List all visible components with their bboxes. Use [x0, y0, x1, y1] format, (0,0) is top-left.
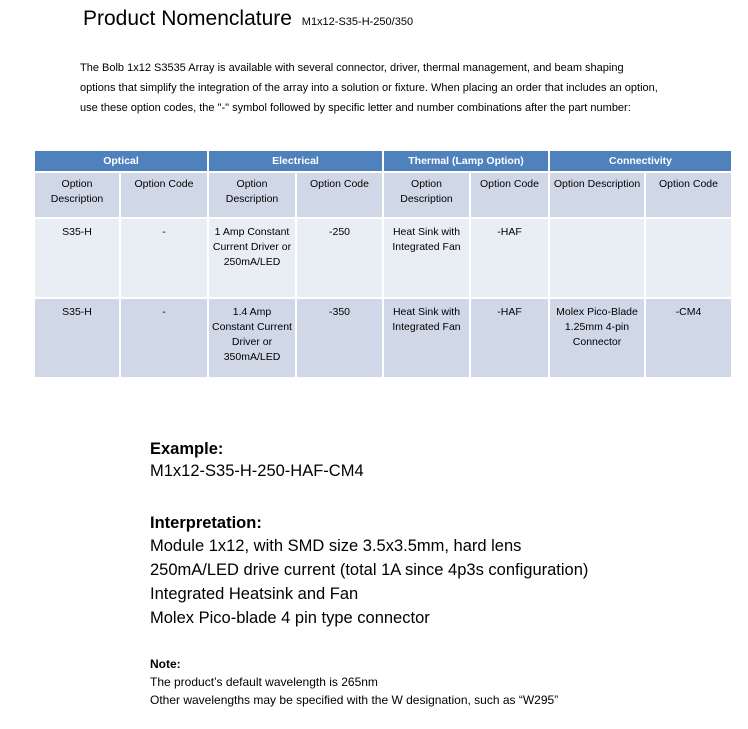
table-cell: S35-H — [34, 218, 120, 298]
title-main: Product Nomenclature — [83, 7, 292, 30]
table-cell: -HAF — [470, 298, 549, 378]
subheader-cell: Option Code — [470, 172, 549, 218]
interpretation-line: Molex Pico-blade 4 pin type connector — [150, 609, 430, 627]
subheader-cell: Option Code — [296, 172, 383, 218]
subheader-cell: Option Code — [645, 172, 732, 218]
interpretation-line: Integrated Heatsink and Fan — [150, 585, 359, 603]
note-heading: Note: — [150, 657, 181, 671]
page-title — [83, 6, 413, 35]
example-section — [150, 438, 364, 482]
group-header-electrical: Electrical — [208, 150, 383, 172]
nomenclature-table — [33, 149, 733, 379]
interpretation-heading: Interpretation: — [150, 514, 262, 532]
group-header-optical: Optical — [34, 150, 208, 172]
table-group-header-row — [34, 150, 732, 172]
subheader-cell: Option Description — [208, 172, 296, 218]
interpretation-line: Module 1x12, with SMD size 3.5x3.5mm, hard lens — [150, 537, 522, 555]
table-row — [34, 218, 732, 298]
table-cell — [549, 218, 645, 298]
table-cell: Heat Sink with Integrated Fan — [383, 218, 470, 298]
example-heading: Example: — [150, 440, 224, 458]
table-subheader-row — [34, 172, 732, 218]
table-row — [34, 298, 732, 378]
table-cell: S35-H — [34, 298, 120, 378]
table-cell: - — [120, 298, 208, 378]
table-cell: -CM4 — [645, 298, 732, 378]
subheader-cell: Option Description — [383, 172, 470, 218]
interpretation-section — [150, 512, 588, 630]
table-cell — [645, 218, 732, 298]
intro-paragraph: The Bolb 1x12 S3535 Array is available with several connector, driver, thermal management, and beam shaping options that simplify the integration of the array into a solution or fixture. When placing an order that includes an option, use these option codes, the "-" symbol followed by specific letter and number combinations after the part number: — [80, 62, 658, 114]
table-cell: 1.4 Amp Constant Current Driver or 350mA/LED — [208, 298, 296, 378]
title-part-number: M1x12-S35-H-250/350 — [301, 16, 414, 28]
table-cell: -250 — [296, 218, 383, 298]
subheader-cell: Option Description — [34, 172, 120, 218]
example-code: M1x12-S35-H-250-HAF-CM4 — [150, 462, 364, 480]
table-cell: Heat Sink with Integrated Fan — [383, 298, 470, 378]
subheader-cell: Option Description — [549, 172, 645, 218]
note-line: The product’s default wavelength is 265nm — [150, 675, 378, 689]
subheader-cell: Option Code — [120, 172, 208, 218]
note-section — [150, 655, 558, 709]
group-header-connectivity: Connectivity — [549, 150, 732, 172]
table-cell: Molex Pico-Blade 1.25mm 4-pin Connector — [549, 298, 645, 378]
table-cell: -350 — [296, 298, 383, 378]
group-header-thermal: Thermal (Lamp Option) — [383, 150, 549, 172]
table-cell: -HAF — [470, 218, 549, 298]
note-line: Other wavelengths may be specified with the W designation, such as “W295” — [150, 693, 559, 707]
table-cell: 1 Amp Constant Current Driver or 250mA/LED — [208, 218, 296, 298]
interpretation-line: 250mA/LED drive current (total 1A since 4p3s configuration) — [150, 561, 589, 579]
table-cell: - — [120, 218, 208, 298]
